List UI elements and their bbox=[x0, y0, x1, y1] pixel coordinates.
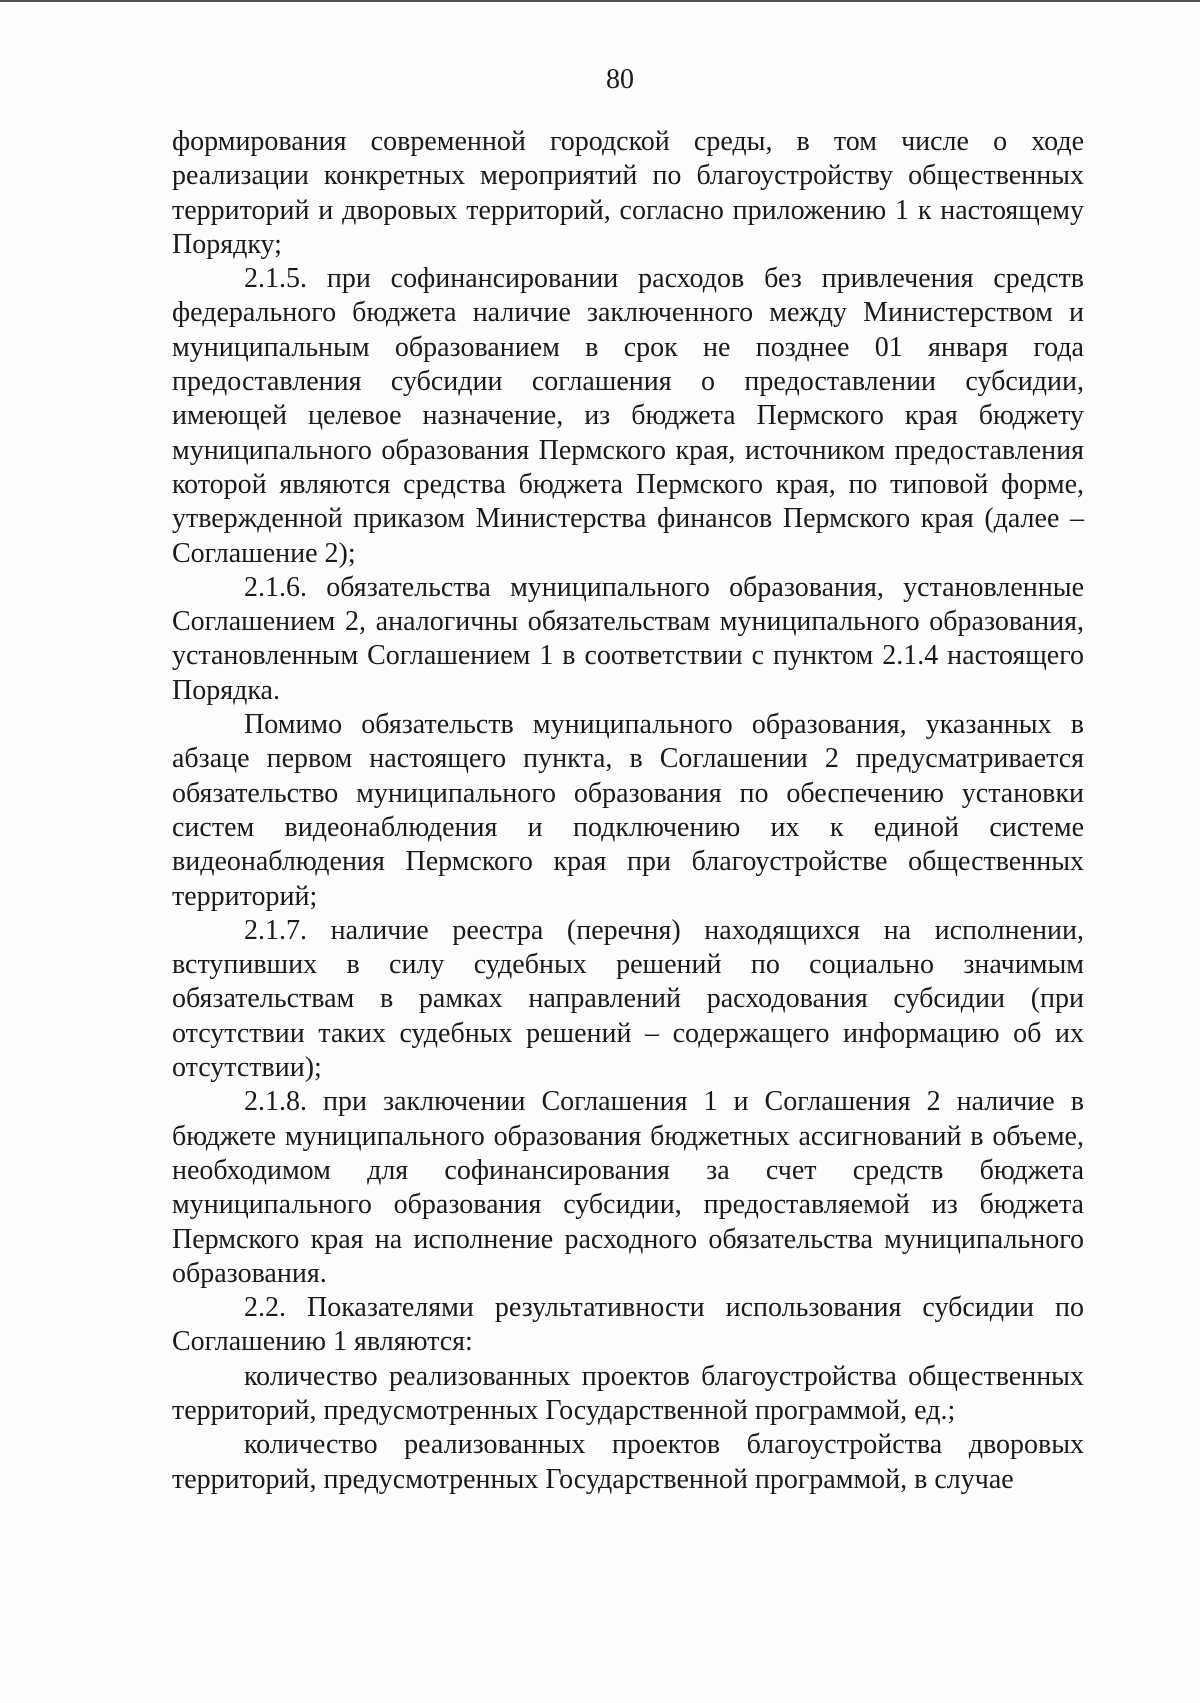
paragraph-2-1-7: 2.1.7. наличие реестра (перечня) находящихся на исполнении, вступивших в силу судебных решений по социально значимым обязательствам в рамках направлений расходования субсидии (при отсутствии таких судебных решений – содержащего информацию об их отсутствии); bbox=[172, 914, 1084, 1084]
paragraph-2-2: 2.2. Показателями результативности использования субсидии по Соглашению 1 являются: bbox=[172, 1292, 1084, 1358]
paragraph-indicator-yard-territories: количество реализованных проектов благоустройства дворовых территорий, предусмотренных Государственной программой, в случае bbox=[172, 1429, 1084, 1495]
document-body bbox=[172, 125, 1084, 1497]
paragraph-2-1-6: 2.1.6. обязательства муниципального образования, установленные Соглашением 2, аналогичны обязательствам муниципального образования, установленным Соглашением 1 в соответствии с пунктом 2.1.4 настоящего Порядка. bbox=[172, 571, 1084, 706]
paragraph-additional-obligations: Помимо обязательств муниципального образования, указанных в абзаце первом настоящего пункта, в Соглашении 2 предусматривается обязательство муниципального образования по обеспечению установки систем видеонаблюдения и подключению их к единой системе видеонаблюдения Пермского края при благоустройстве общественных территорий; bbox=[172, 709, 1084, 912]
paragraph-continuation: формирования современной городской среды, в том числе о ходе реализации конкретных мероприятий по благоустройству общественных территорий и дворовых территорий, согласно приложению 1 к настоящему Порядку; bbox=[172, 126, 1084, 260]
paragraph-2-1-8: 2.1.8. при заключении Соглашения 1 и Соглашения 2 наличие в бюджете муниципального образования бюджетных ассигнований в объеме, необходимом для софинансирования за счет средств бюджета муниципального образования субсидии, предоставляемой из бюджета Пермского края на исполнение расходного обязательства муниципального образования. bbox=[172, 1086, 1084, 1289]
paragraph-indicator-public-territories: количество реализованных проектов благоустройства общественных территорий, предусмотренных Государственной программой, ед.; bbox=[172, 1360, 1084, 1426]
page-number: 80 bbox=[606, 64, 634, 95]
paragraph-2-1-5: 2.1.5. при софинансировании расходов без привлечения средств федерального бюджета наличие заключенного между Министерством и муниципальным образованием в срок не позднее 01 января года предоставления субсидии соглашения о предоставлении субсидии, имеющей целевое назначение, из бюджета Пермского края бюджету муниципального образования Пермского края, источником предоставления которой являются средства бюджета Пермского края, по типовой форме, утвержденной приказом Министерства финансов Пермского края (далее – Соглашение 2); bbox=[172, 263, 1084, 569]
page-top-edge bbox=[0, 0, 1200, 2]
